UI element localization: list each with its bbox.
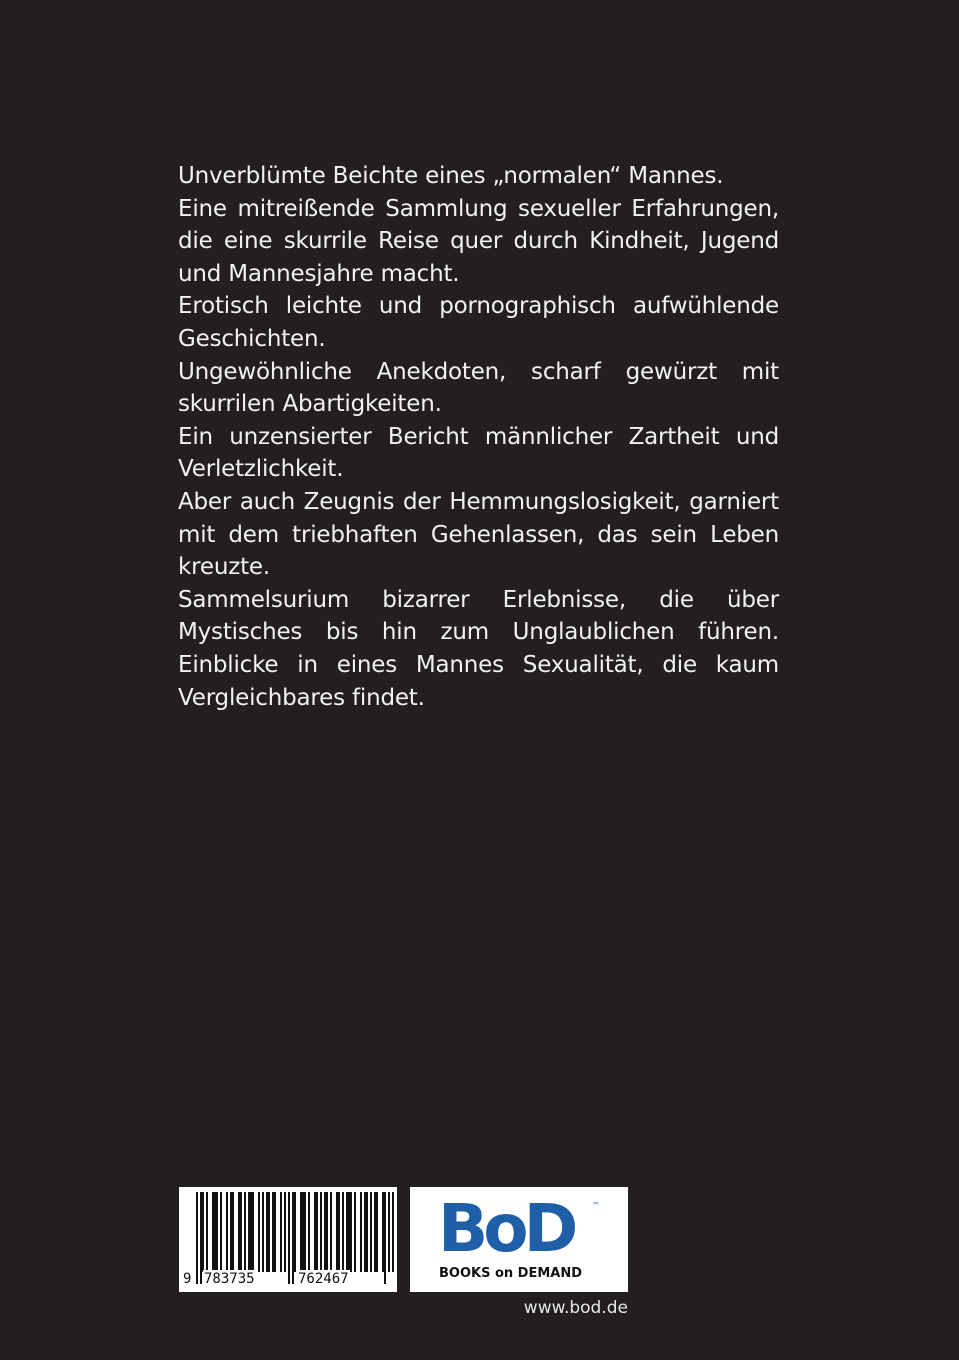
barcode-bar [330, 1192, 332, 1272]
barcode-bar [244, 1192, 246, 1272]
barcode-bar [284, 1192, 286, 1272]
barcode-bar [376, 1192, 378, 1272]
barcode-bar [354, 1192, 356, 1272]
barcode-bar [214, 1192, 216, 1272]
barcode-bar [360, 1192, 362, 1272]
blurb-paragraph: Eine mitreißende Sammlung sexueller Erfahrungen, die eine skurrile Reise quer durch Kindheit, Jugend und Mannesjahre macht. [178, 195, 779, 287]
publisher-url[interactable]: www.bod.de [523, 1298, 628, 1318]
barcode-bar [314, 1192, 316, 1272]
barcode-bar [374, 1192, 376, 1272]
barcode-bar [388, 1192, 390, 1272]
barcode-bar [316, 1192, 318, 1272]
barcode-bar [364, 1192, 366, 1272]
barcode-bar [336, 1192, 338, 1272]
barcode-bar [240, 1192, 242, 1272]
barcode-bar [266, 1192, 268, 1272]
barcode-bar [232, 1192, 234, 1272]
barcode-bar [370, 1192, 372, 1272]
barcode-bar [262, 1192, 264, 1272]
barcode-bar [248, 1192, 250, 1272]
barcode-bar [300, 1192, 302, 1272]
barcode-bar [202, 1192, 204, 1272]
barcode-bar [268, 1192, 270, 1272]
barcode-bar [350, 1192, 352, 1272]
bod-logo-mark: BoD [438, 1190, 574, 1267]
isbn-digit-group-2: 762467 [298, 1271, 349, 1287]
barcode-bar [220, 1192, 222, 1272]
blurb-text [178, 160, 779, 714]
barcode-bar [238, 1192, 240, 1272]
barcode-bar [304, 1192, 306, 1272]
isbn-digits [179, 1270, 397, 1288]
barcode-bar [348, 1192, 350, 1272]
barcode-bar [216, 1192, 218, 1272]
barcode-bar [274, 1192, 276, 1272]
barcode-bar [294, 1192, 296, 1272]
barcode-bar [206, 1192, 208, 1272]
blurb-paragraph: Ungewöhnliche Anekdoten, scharf gewürzt mit skurrilen Abartigkeiten. [178, 358, 779, 418]
isbn-digit-prefix: 9 [183, 1271, 192, 1287]
barcode-bar [272, 1192, 274, 1272]
blurb-paragraph: Aber auch Zeugnis der Hemmungslosigkeit, garniert mit dem triebhaften Gehenlassen, das sein Leben kreuzte. [178, 488, 779, 581]
blurb-paragraph: Ein unzensierter Bericht männlicher Zartheit und Verletzlichkeit. [178, 423, 779, 483]
barcode-bar [326, 1192, 328, 1272]
barcode-bar [338, 1192, 340, 1272]
barcode-bar [258, 1192, 260, 1272]
blurb-paragraph: Erotisch leichte und pornographisch aufwühlende Geschichten. [178, 293, 779, 352]
blurb-paragraph: Sammelsurium bizarrer Erlebnisse, die über Mystisches bis hin zum Unglaublichen führen. Einblicke in eines Mannes Sexualität, die kaum Vergleichbares findet. [178, 586, 779, 711]
barcode-bar [302, 1192, 304, 1272]
barcode-bar [280, 1192, 282, 1272]
barcode-bar [366, 1192, 368, 1272]
trademark-symbol: ™ [592, 1201, 600, 1210]
barcode-bar [382, 1192, 384, 1272]
blurb-paragraph: Unverblümte Beichte eines „normalen“ Mannes. [178, 163, 724, 189]
barcode-bar [212, 1192, 214, 1272]
publisher-tagline: BOOKS on DEMAND [439, 1266, 583, 1281]
barcode-bar [226, 1192, 228, 1272]
barcode-bar [392, 1192, 394, 1272]
barcode-bar [346, 1192, 348, 1272]
barcode-bar [230, 1192, 232, 1272]
barcode-bar [252, 1192, 254, 1272]
barcode-bar [320, 1192, 322, 1272]
barcode-bar [324, 1192, 326, 1272]
barcode-bar [342, 1192, 344, 1272]
isbn-barcode [179, 1187, 397, 1292]
barcode-bar [308, 1192, 310, 1272]
barcode-bar [250, 1192, 252, 1272]
publisher-logo [410, 1187, 628, 1292]
isbn-digit-group-1: 783735 [204, 1271, 255, 1287]
